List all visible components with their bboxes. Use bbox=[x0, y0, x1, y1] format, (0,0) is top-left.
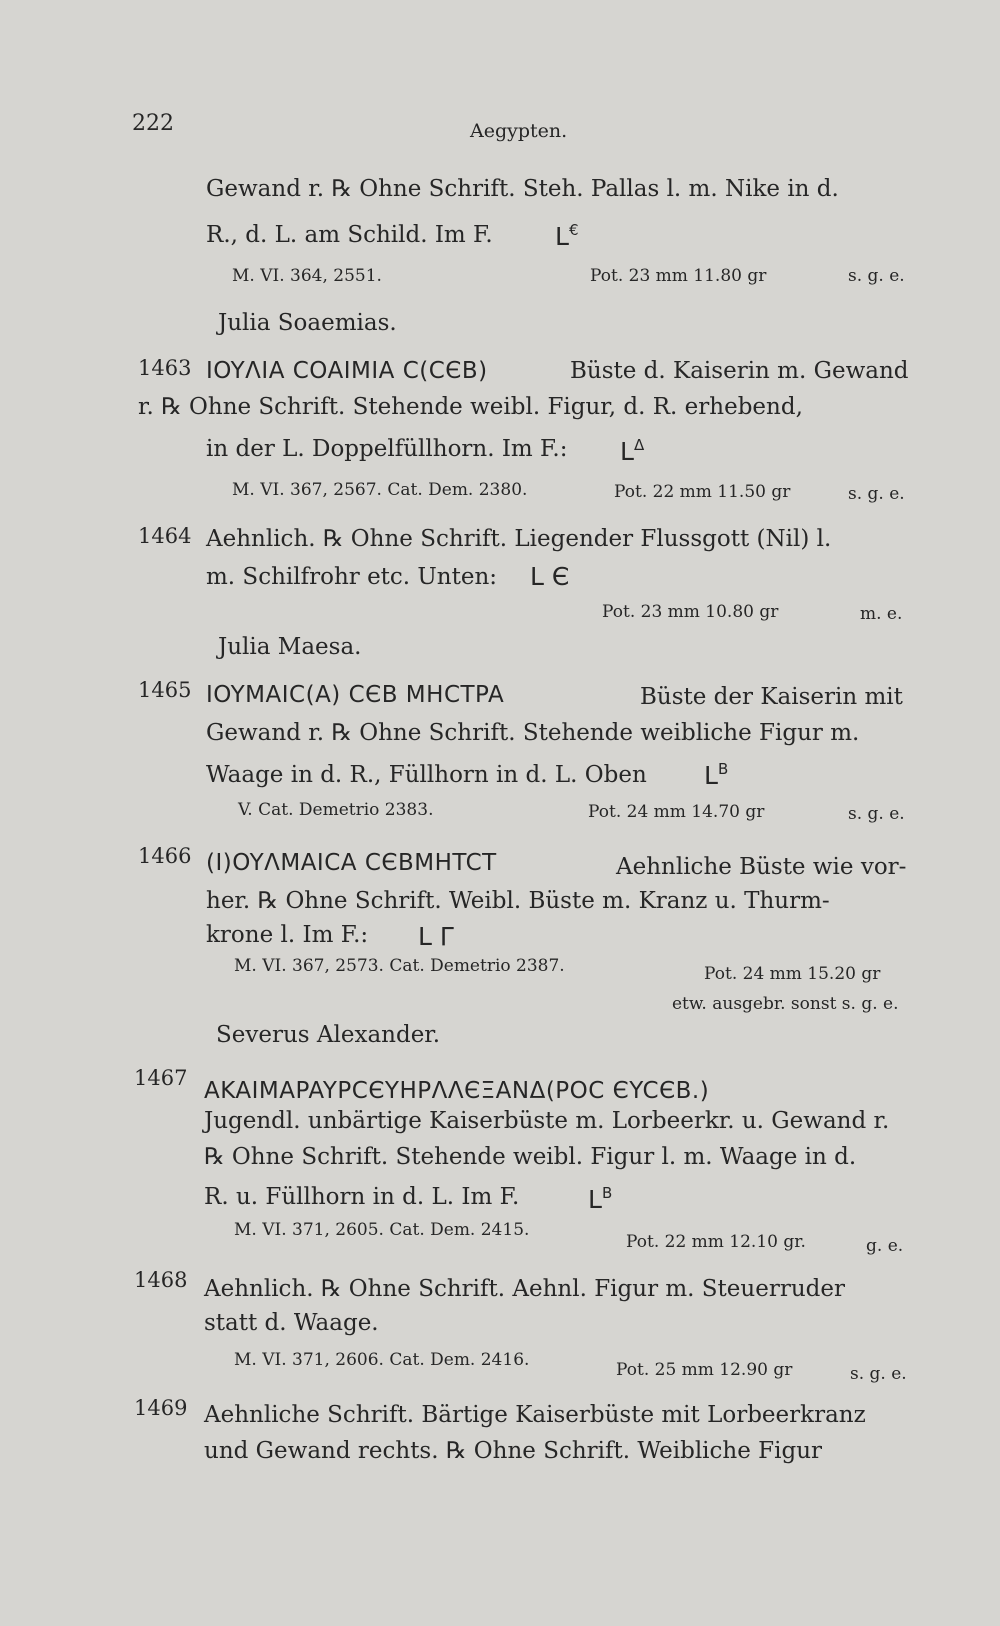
reference: M. VI. 367, 2567. Cat. Dem. 2380. bbox=[232, 480, 528, 500]
text-line: in der L. Doppelfüllhorn. Im F.: bbox=[206, 436, 568, 462]
weight: Pot. 23 mm 11.80 gr bbox=[590, 266, 767, 286]
weight: Pot. 25 mm 12.90 gr bbox=[616, 1360, 793, 1380]
text-line: statt d. Waage. bbox=[204, 1310, 379, 1336]
weight: Pot. 23 mm 10.80 gr bbox=[602, 602, 779, 622]
greek-legend: IOYMAIC(A) CЄB MHCTPA bbox=[206, 682, 505, 708]
condition: s. g. e. bbox=[848, 266, 905, 286]
weight: Pot. 24 mm 14.70 gr bbox=[588, 802, 765, 822]
greek-legend: AKAIMAPAYPCЄYHPΛΛЄΞANΔ(POC ЄYCЄB.) bbox=[204, 1078, 710, 1104]
entry-number: 1466 bbox=[138, 844, 192, 868]
text-line: Aehnliche Schrift. Bärtige Kaiserbüste mit Lorbeerkranz bbox=[204, 1402, 866, 1428]
greek-legend: IOYΛIA COAIMIA C(CЄB) bbox=[206, 358, 488, 384]
reference: M. VI. 364, 2551. bbox=[232, 266, 382, 286]
text-line: Gewand r. ℞ Ohne Schrift. Steh. Pallas l. m. Nike in d. bbox=[206, 176, 839, 202]
weight: Pot. 22 mm 12.10 gr. bbox=[626, 1232, 806, 1252]
date-mark: $L^\Delta$ bbox=[620, 436, 645, 466]
entry-number: 1463 bbox=[138, 356, 192, 380]
date-mark: L Γ bbox=[418, 922, 454, 951]
text-line: Jugendl. unbärtige Kaiserbüste m. Lorbeerkr. u. Gewand r. bbox=[204, 1108, 890, 1134]
text-line: Büste der Kaiserin mit bbox=[640, 684, 903, 710]
text-line: und Gewand rechts. ℞ Ohne Schrift. Weibliche Figur bbox=[204, 1438, 823, 1464]
reference: V. Cat. Demetrio 2383. bbox=[238, 800, 434, 820]
text-line: R., d. L. am Schild. Im F. bbox=[206, 222, 493, 248]
text-line: Aehnlich. ℞ Ohne Schrift. Aehnl. Figur m. Steuerruder bbox=[204, 1276, 845, 1302]
reference: M. VI. 371, 2606. Cat. Dem. 2416. bbox=[234, 1350, 530, 1370]
text-line: R. u. Füllhorn in d. L. Im F. bbox=[204, 1184, 520, 1210]
entry-number: 1467 bbox=[134, 1066, 188, 1090]
condition: etw. ausgebr. sonst s. g. e. bbox=[672, 994, 899, 1014]
date-mark: L Є bbox=[530, 562, 570, 591]
condition: m. e. bbox=[860, 604, 903, 624]
text-line: ℞ Ohne Schrift. Stehende weibl. Figur l. m. Waage in d. bbox=[204, 1144, 857, 1170]
entry-number: 1469 bbox=[134, 1396, 188, 1420]
text-line: Waage in d. R., Füllhorn in d. L. Oben bbox=[206, 762, 647, 788]
text-line: Gewand r. ℞ Ohne Schrift. Stehende weibliche Figur m. bbox=[206, 720, 860, 746]
running-header: Aegypten. bbox=[470, 120, 568, 142]
reference: M. VI. 371, 2605. Cat. Dem. 2415. bbox=[234, 1220, 530, 1240]
condition: g. e. bbox=[866, 1236, 904, 1256]
date-mark: L€ bbox=[555, 221, 579, 251]
weight: Pot. 24 mm 15.20 gr bbox=[704, 964, 881, 984]
section-heading: Severus Alexander. bbox=[216, 1022, 441, 1048]
page-number: 222 bbox=[132, 111, 174, 136]
text-line: Aehnlich. ℞ Ohne Schrift. Liegender Flussgott (Nil) l. bbox=[206, 526, 832, 552]
section-heading: Julia Maesa. bbox=[218, 634, 362, 660]
date-mark: $L^B$ bbox=[588, 1184, 613, 1214]
text-line: Büste d. Kaiserin m. Gewand bbox=[570, 358, 909, 384]
text-line: Aehnliche Büste wie vor- bbox=[616, 854, 907, 880]
condition: s. g. e. bbox=[850, 1364, 907, 1384]
greek-legend: (I)OYΛMAICA CЄBMHTCT bbox=[206, 850, 497, 876]
condition: s. g. e. bbox=[848, 484, 905, 504]
text-line: m. Schilfrohr etc. Unten: bbox=[206, 564, 498, 590]
entry-number: 1464 bbox=[138, 524, 192, 548]
text-line: r. ℞ Ohne Schrift. Stehende weibl. Figur, d. R. erhebend, bbox=[138, 394, 803, 420]
entry-number: 1465 bbox=[138, 678, 192, 702]
entry-number: 1468 bbox=[134, 1268, 188, 1292]
section-heading: Julia Soaemias. bbox=[218, 310, 397, 336]
text-line: krone l. Im F.: bbox=[206, 922, 369, 948]
weight: Pot. 22 mm 11.50 gr bbox=[614, 482, 791, 502]
condition: s. g. e. bbox=[848, 804, 905, 824]
text-line: her. ℞ Ohne Schrift. Weibl. Büste m. Kranz u. Thurm- bbox=[206, 888, 830, 914]
reference: M. VI. 367, 2573. Cat. Demetrio 2387. bbox=[234, 956, 565, 976]
date-mark: $L^B$ bbox=[704, 760, 729, 790]
